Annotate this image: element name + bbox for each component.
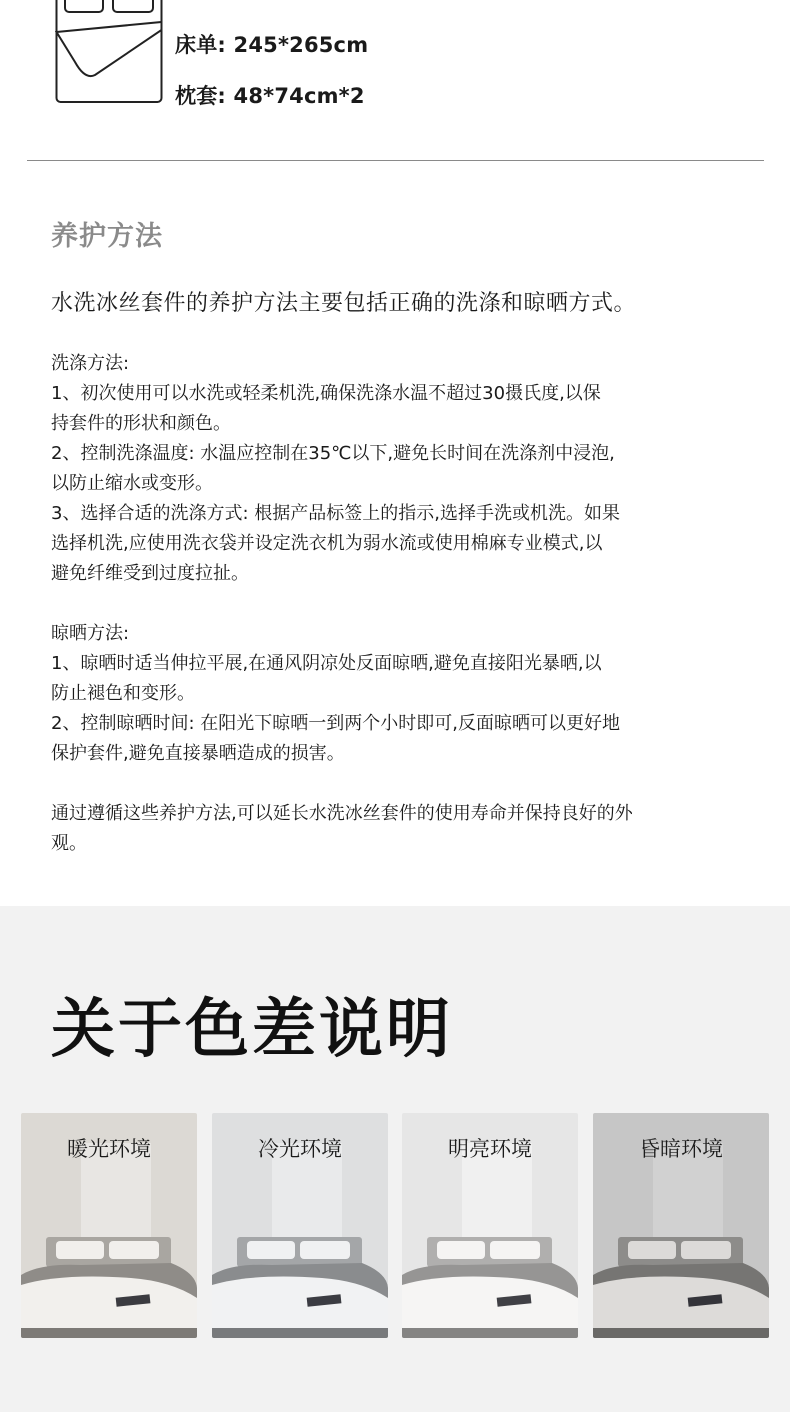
environment-label: 明亮环境 bbox=[448, 1137, 532, 1161]
drying-line: 2、控制晾晒时间: 在阳光下晾晒一到两个小时即可,反面晾晒可以更好地 bbox=[51, 713, 620, 734]
environment-label: 暖光环境 bbox=[67, 1137, 151, 1161]
conclusion-line: 观。 bbox=[51, 833, 87, 854]
washing-line: 持套件的形状和颜色。 bbox=[51, 413, 231, 434]
drying-line: 1、晾晒时适当伸拉平展,在通风阴凉处反面晾晒,避免直接阳光暴晒,以 bbox=[51, 653, 602, 674]
washing-line: 3、选择合适的洗涤方式: 根据产品标签上的指示,选择手洗或机洗。如果 bbox=[51, 503, 620, 524]
environment-card-bright bbox=[402, 1113, 578, 1338]
color-difference-title: 关于色差说明 bbox=[51, 993, 453, 1067]
drying-method bbox=[51, 619, 751, 769]
environment-card-cool bbox=[212, 1113, 388, 1338]
section-divider bbox=[27, 160, 764, 161]
environment-card-dim bbox=[593, 1113, 769, 1338]
care-conclusion bbox=[51, 799, 751, 859]
spec-pillow-size: 枕套: 48*74cm*2 bbox=[175, 84, 365, 108]
drying-heading: 晾晒方法: bbox=[51, 623, 130, 644]
care-intro: 水洗冰丝套件的养护方法主要包括正确的洗涤和晾晒方式。 bbox=[51, 291, 637, 316]
conclusion-line: 通过遵循这些养护方法,可以延长水洗冰丝套件的使用寿命并保持良好的外 bbox=[51, 803, 633, 824]
environment-label: 冷光环境 bbox=[258, 1137, 342, 1161]
bedding-set-icon bbox=[55, 0, 163, 104]
washing-line: 1、初次使用可以水洗或轻柔机洗,确保洗涤水温不超过30摄氏度,以保 bbox=[51, 383, 601, 404]
washing-line: 避免纤维受到过度拉扯。 bbox=[51, 563, 249, 584]
washing-line: 以防止缩水或变形。 bbox=[51, 473, 213, 494]
washing-line: 选择机洗,应使用洗衣袋并设定洗衣机为弱水流或使用棉麻专业模式,以 bbox=[51, 533, 603, 554]
environment-label: 昏暗环境 bbox=[639, 1137, 723, 1161]
drying-line: 保护套件,避免直接暴晒造成的损害。 bbox=[51, 743, 345, 764]
washing-line: 2、控制洗涤温度: 水温应控制在35℃以下,避免长时间在洗涤剂中浸泡, bbox=[51, 443, 615, 464]
spec-sheet-size: 床单: 245*265cm bbox=[175, 33, 369, 57]
washing-heading: 洗涤方法: bbox=[51, 353, 130, 374]
drying-line: 防止褪色和变形。 bbox=[51, 683, 195, 704]
care-section-title: 养护方法 bbox=[51, 221, 163, 252]
environment-card-warm bbox=[21, 1113, 197, 1338]
washing-method bbox=[51, 349, 751, 589]
